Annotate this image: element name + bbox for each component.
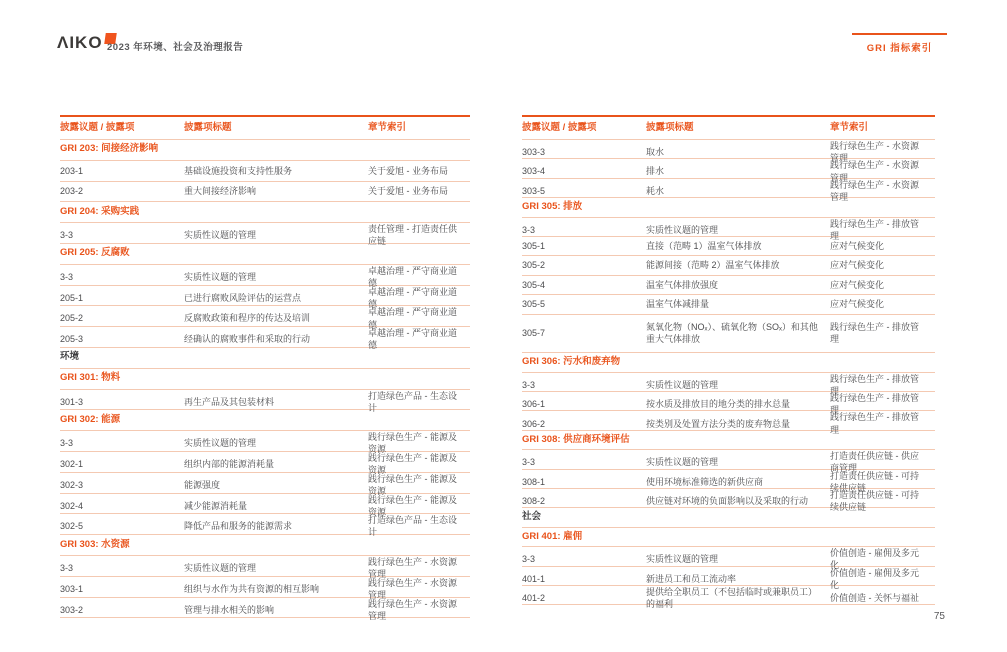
cell-disclosure-id: 3-3 xyxy=(60,563,74,573)
cell-disclosure-id: 3-3 xyxy=(60,438,74,449)
cell-disclosure-id: 305-1 xyxy=(522,241,546,252)
cell-disclosure-id: 305-4 xyxy=(522,279,546,290)
category-header-row xyxy=(522,508,935,527)
cell-disclosure-title: 基础设施投资和支持性服务 xyxy=(184,165,293,176)
cell-chapter-index: 践行绿色生产 - 能源及资源 xyxy=(368,432,457,455)
table-body xyxy=(60,140,470,621)
gri-standard-label: GRI 306: 污水和废弃物 xyxy=(522,356,621,368)
disclosure-row xyxy=(522,373,935,396)
disclosure-row xyxy=(60,327,470,351)
gri-standard-header-row xyxy=(522,431,935,450)
disclosure-row xyxy=(522,295,935,314)
cell-disclosure-title: 组织与水作为共有资源的相互影响 xyxy=(184,583,320,594)
gri-standard-label: GRI 303: 水资源 xyxy=(60,538,130,550)
cell-chapter-index: 践行绿色生产 - 能源及资源 xyxy=(368,494,457,517)
disclosure-row xyxy=(522,411,935,435)
cell-chapter-index: 关于爱旭 - 业务布局 xyxy=(368,165,448,176)
cell-chapter-index: 打造绿色产品 - 生态设计 xyxy=(368,515,457,538)
cell-chapter-index: 践行绿色生产 - 排放管理 xyxy=(830,218,919,241)
gri-standard-header-row xyxy=(522,528,935,547)
cell-disclosure-id: 303-1 xyxy=(60,583,84,594)
cell-disclosure-title: 经确认的腐败事件和采取的行动 xyxy=(184,334,311,345)
disclosure-row xyxy=(522,276,935,295)
disclosure-row xyxy=(60,598,470,619)
column-header-chapter-index: 章节索引 xyxy=(830,121,869,133)
cell-disclosure-id: 303-3 xyxy=(522,147,546,158)
disclosure-row xyxy=(60,452,470,476)
gri-standard-label: GRI 308: 供应商环境评估 xyxy=(522,433,630,445)
cell-chapter-index: 践行绿色生产 - 水资源管理 xyxy=(368,577,457,600)
cell-disclosure-id: 203-2 xyxy=(60,186,84,197)
cell-disclosure-id: 302-5 xyxy=(60,521,84,532)
cell-disclosure-id: 306-2 xyxy=(522,418,546,429)
cell-disclosure-id: 205-2 xyxy=(60,313,84,324)
cell-chapter-index: 价值创造 - 雇佣及多元化 xyxy=(830,567,919,590)
cell-chapter-index: 责任管理 - 打造责任供应链 xyxy=(368,224,457,247)
cell-disclosure-id: 401-2 xyxy=(522,593,546,604)
cell-chapter-index: 践行绿色生产 - 能源及资源 xyxy=(368,452,457,476)
cell-disclosure-id: 308-1 xyxy=(522,476,546,487)
page-header xyxy=(57,33,947,55)
cell-disclosure-id: 205-3 xyxy=(60,334,84,345)
disclosure-row xyxy=(522,256,935,275)
cell-disclosure-title: 实质性议题的管理 xyxy=(184,438,257,449)
cell-disclosure-title: 实质性议题的管理 xyxy=(646,457,719,468)
gri-standard-header-row xyxy=(60,202,470,223)
disclosure-row xyxy=(60,390,470,411)
cell-disclosure-id: 3-3 xyxy=(522,457,536,468)
cell-disclosure-title: 温室气体减排量 xyxy=(646,299,710,310)
disclosure-row xyxy=(522,315,935,354)
disclosure-row xyxy=(60,556,470,580)
cell-disclosure-title: 取水 xyxy=(646,147,665,158)
cell-disclosure-id: 203-1 xyxy=(60,165,84,176)
category-label: 社会 xyxy=(522,511,542,523)
disclosure-row xyxy=(60,473,470,494)
cell-chapter-index: 应对气候变化 xyxy=(830,241,885,252)
cell-disclosure-title: 降低产品和服务的能源需求 xyxy=(184,521,293,532)
gri-standard-label: GRI 305: 排放 xyxy=(522,200,583,212)
gri-standard-label: GRI 204: 采购实践 xyxy=(60,205,140,217)
cell-disclosure-id: 3-3 xyxy=(522,379,536,390)
disclosure-row xyxy=(60,306,470,330)
cell-disclosure-id: 302-3 xyxy=(60,479,84,490)
cell-chapter-index: 打造责任供应链 - 可持续供应链 xyxy=(830,490,919,513)
cell-chapter-index: 卓越治理 - 严守商业道德 xyxy=(368,265,457,288)
disclosure-row xyxy=(60,161,470,182)
cell-disclosure-title: 组织内部的能源消耗量 xyxy=(184,459,275,470)
aiko-logo-text: ΛIKO xyxy=(57,33,103,52)
cell-chapter-index: 践行绿色生产 - 排放管理 xyxy=(830,373,919,396)
disclosure-row xyxy=(522,179,935,202)
gri-standard-header-row xyxy=(522,198,935,217)
table-header-row xyxy=(60,117,470,140)
gri-standard-header-row xyxy=(522,353,935,372)
cell-disclosure-title: 耗水 xyxy=(646,185,665,196)
cell-disclosure-title: 新进员工和员工流动率 xyxy=(646,573,737,584)
gri-standard-header-row xyxy=(60,369,470,390)
cell-disclosure-title: 已进行腐败风险评估的运营点 xyxy=(184,292,302,303)
cell-disclosure-title: 温室气体排放强度 xyxy=(646,279,719,290)
cell-disclosure-title: 排水 xyxy=(646,166,665,177)
cell-chapter-index: 卓越治理 - 严守商业道德 xyxy=(368,307,457,330)
disclosure-row xyxy=(522,237,935,256)
column-header-chapter-index: 章节索引 xyxy=(368,121,407,133)
cell-disclosure-id: 305-7 xyxy=(522,328,546,339)
report-title: 2023 年环境、社会及治理报告 xyxy=(107,42,244,53)
disclosure-row xyxy=(522,450,935,474)
table-body xyxy=(522,140,935,610)
gri-standard-header-row xyxy=(60,140,470,161)
section-corner-tab xyxy=(852,33,947,54)
cell-chapter-index: 践行绿色生产 - 排放管理 xyxy=(830,322,919,345)
cell-disclosure-id: 401-1 xyxy=(522,573,546,584)
page-number: 75 xyxy=(933,611,945,622)
column-header-disclosure-title: 披露项标题 xyxy=(646,121,694,133)
category-label: 环境 xyxy=(60,351,80,363)
cell-disclosure-id: 3-3 xyxy=(60,271,74,282)
disclosure-row xyxy=(60,514,470,538)
cell-disclosure-title: 实质性议题的管理 xyxy=(184,271,257,282)
cell-disclosure-title: 反腐败政策和程序的传达及培训 xyxy=(184,313,311,324)
disclosure-row xyxy=(522,567,935,590)
cell-disclosure-title: 实质性议题的管理 xyxy=(184,230,257,241)
disclosure-row xyxy=(522,140,935,164)
cell-disclosure-id: 302-1 xyxy=(60,459,84,470)
gri-standard-label: GRI 302: 能源 xyxy=(60,413,121,425)
cell-disclosure-title: 能源强度 xyxy=(184,479,221,490)
cell-chapter-index: 践行绿色生产 - 水资源管理 xyxy=(830,179,919,202)
disclosure-row xyxy=(60,265,470,286)
gri-standard-header-row xyxy=(60,244,470,265)
cell-chapter-index: 践行绿色生产 - 水资源管理 xyxy=(368,598,457,621)
cell-disclosure-title: 重大间接经济影响 xyxy=(184,186,257,197)
cell-chapter-index: 卓越治理 - 严守商业道德 xyxy=(368,328,457,351)
column-header-disclosure-topic: 披露议题 / 披露项 xyxy=(60,121,135,133)
cell-disclosure-title: 再生产品及其包装材料 xyxy=(184,396,275,407)
cell-disclosure-title: 按水质及排放目的地分类的排水总量 xyxy=(646,399,791,410)
cell-disclosure-id: 3-3 xyxy=(60,230,74,241)
cell-chapter-index: 应对气候变化 xyxy=(830,299,885,310)
disclosure-row xyxy=(522,470,935,493)
cell-chapter-index: 践行绿色生产 - 能源及资源 xyxy=(368,473,457,496)
cell-chapter-index: 价值创造 - 雇佣及多元化 xyxy=(830,548,919,571)
cell-chapter-index: 践行绿色生产 - 水资源管理 xyxy=(830,141,919,164)
corner-accent-line xyxy=(852,33,947,35)
cell-chapter-index: 践行绿色生产 - 排放管理 xyxy=(830,412,919,435)
gri-standard-label: GRI 203: 间接经济影响 xyxy=(60,143,159,155)
cell-chapter-index: 打造责任供应链 - 供应商管理 xyxy=(830,451,919,474)
cell-disclosure-id: 205-1 xyxy=(60,292,84,303)
disclosure-row xyxy=(60,182,470,203)
cell-disclosure-title: 能源间接（范畴 2）温室气体排放 xyxy=(646,260,780,271)
cell-disclosure-id: 303-4 xyxy=(522,166,546,177)
gri-index-table-left xyxy=(60,115,470,621)
column-header-disclosure-topic: 披露议题 / 披露项 xyxy=(522,121,597,133)
cell-disclosure-title: 使用环境标准筛选的新供应商 xyxy=(646,476,764,487)
cell-disclosure-id: 305-2 xyxy=(522,260,546,271)
disclosure-row xyxy=(522,392,935,416)
cell-disclosure-id: 303-5 xyxy=(522,185,546,196)
cell-chapter-index: 关于爱旭 - 业务布局 xyxy=(368,186,448,197)
gri-index-table-right xyxy=(522,115,935,610)
cell-chapter-index: 价值创造 - 关怀与福祉 xyxy=(830,593,919,604)
cell-chapter-index: 卓越治理 - 严守商业道德 xyxy=(368,286,457,309)
cell-disclosure-id: 308-2 xyxy=(522,496,546,507)
cell-chapter-index: 打造责任供应链 - 可持续供应链 xyxy=(830,470,919,493)
cell-disclosure-id: 301-3 xyxy=(60,396,84,407)
gri-standard-header-row xyxy=(60,535,470,556)
disclosure-row xyxy=(522,218,935,241)
disclosure-row xyxy=(60,431,470,455)
cell-chapter-index: 应对气候变化 xyxy=(830,279,885,290)
cell-disclosure-title: 按类别及处置方法分类的废弃物总量 xyxy=(646,418,791,429)
cell-disclosure-title: 管理与排水相关的影响 xyxy=(184,604,275,615)
cell-disclosure-title: 实质性议题的管理 xyxy=(184,563,257,573)
category-header-row xyxy=(60,348,470,369)
corner-section-label: GRI 指标索引 xyxy=(866,43,933,54)
gri-standard-header-row xyxy=(60,410,470,431)
cell-disclosure-id: 305-5 xyxy=(522,299,546,310)
cell-chapter-index: 践行绿色生产 - 水资源管理 xyxy=(830,160,919,183)
cell-disclosure-title: 提供给全职员工（不包括临时或兼职员工）的福利 xyxy=(646,587,818,610)
disclosure-row xyxy=(522,547,935,571)
disclosure-row xyxy=(60,286,470,307)
cell-chapter-index: 打造绿色产品 - 生态设计 xyxy=(368,390,457,413)
cell-disclosure-id: 303-2 xyxy=(60,604,84,615)
disclosure-row xyxy=(60,577,470,598)
cell-disclosure-title: 实质性议题的管理 xyxy=(646,554,719,565)
cell-disclosure-title: 减少能源消耗量 xyxy=(184,500,248,511)
disclosure-row xyxy=(60,223,470,247)
gri-standard-label: GRI 205: 反腐败 xyxy=(60,247,130,259)
cell-disclosure-id: 3-3 xyxy=(522,554,536,565)
cell-disclosure-id: 306-1 xyxy=(522,399,546,410)
cell-disclosure-id: 302-4 xyxy=(60,500,84,511)
table-header-row xyxy=(522,117,935,140)
cell-disclosure-id: 3-3 xyxy=(522,224,536,235)
cell-chapter-index: 践行绿色生产 - 排放管理 xyxy=(830,393,919,416)
cell-disclosure-title: 氮氧化物（NOₓ）、硫氧化物（SOₓ）和其他重大气体排放 xyxy=(646,322,818,345)
cell-disclosure-title: 实质性议题的管理 xyxy=(646,224,719,235)
cell-chapter-index: 践行绿色生产 - 水资源管理 xyxy=(368,556,457,580)
gri-standard-label: GRI 301: 物料 xyxy=(60,372,121,384)
cell-disclosure-title: 供应链对环境的负面影响以及采取的行动 xyxy=(646,496,809,507)
disclosure-row xyxy=(522,489,935,513)
gri-standard-label: GRI 401: 雇佣 xyxy=(522,530,583,542)
cell-disclosure-title: 实质性议题的管理 xyxy=(646,379,719,390)
column-header-disclosure-title: 披露项标题 xyxy=(184,121,232,133)
disclosure-row xyxy=(60,494,470,515)
cell-chapter-index: 应对气候变化 xyxy=(830,260,885,271)
disclosure-row xyxy=(522,159,935,183)
cell-disclosure-title: 直接（范畴 1）温室气体排放 xyxy=(646,241,762,252)
